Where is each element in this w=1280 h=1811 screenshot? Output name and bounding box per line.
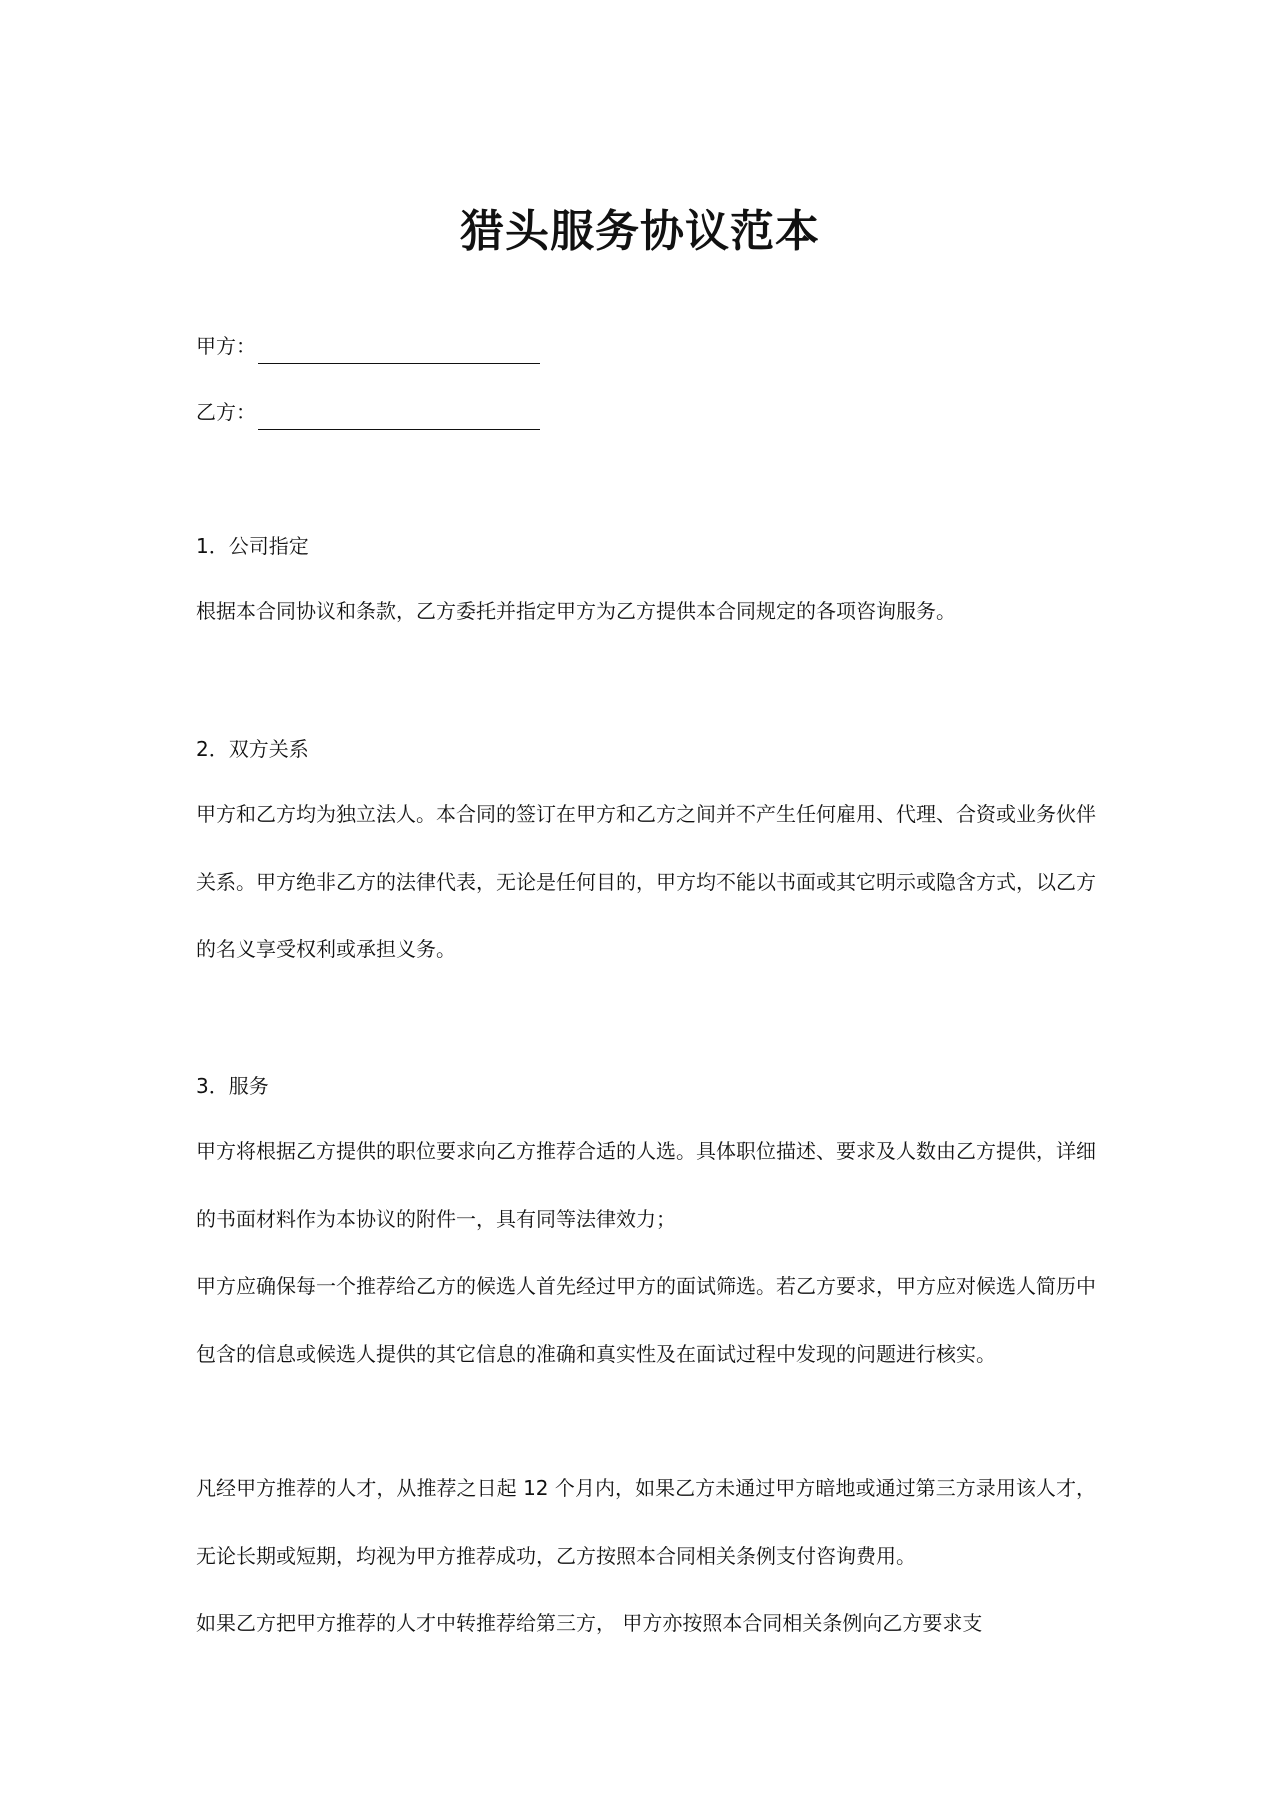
party-b-label: 乙方： <box>196 400 256 424</box>
section-3-paragraph-2: 甲方应确保每一个推荐给乙方的候选人首先经过甲方的面试筛选。若乙方要求，甲方应对候选人简历中包含的信息或候选人提供的其它信息的准确和真实性及在面试过程中发现的问题进行核实。 <box>196 1274 1096 1366</box>
section-3-heading: 3．服务 <box>196 1074 269 1098</box>
party-a-label: 甲方： <box>196 334 256 358</box>
party-b-line <box>196 394 540 430</box>
party-a-line <box>196 328 540 364</box>
section-3-paragraph-4: 如果乙方把甲方推荐的人才中转推荐给第三方， 甲方亦按照本合同相关条例向乙方要求支 <box>196 1611 983 1635</box>
section-3-paragraph-3: 凡经甲方推荐的人才，从推荐之日起 12 个月内，如果乙方未通过甲方暗地或通过第三方录用该人才，无论长期或短期，均视为甲方推荐成功，乙方按照本合同相关条例支付咨询费用。 <box>196 1476 1096 1568</box>
party-a-blank <box>258 335 540 364</box>
document-title: 猎头服务协议范本 <box>460 206 820 257</box>
section-1-heading: 1．公司指定 <box>196 534 309 558</box>
party-b-blank <box>258 401 540 430</box>
section-1-paragraph-1: 根据本合同协议和条款，乙方委托并指定甲方为乙方提供本合同规定的各项咨询服务。 <box>196 599 956 623</box>
section-2-paragraph-1: 甲方和乙方均为独立法人。本合同的签订在甲方和乙方之间并不产生任何雇用、代理、合资或业务伙伴关系。甲方绝非乙方的法律代表，无论是任何目的，甲方均不能以书面或其它明示或隐含方式，以乙方的名义享受权利或承担义务。 <box>196 802 1096 961</box>
section-3-paragraph-1: 甲方将根据乙方提供的职位要求向乙方推荐合适的人选。具体职位描述、要求及人数由乙方提供，详细的书面材料作为本协议的附件一，具有同等法律效力； <box>196 1139 1096 1231</box>
section-2-heading: 2．双方关系 <box>196 737 309 761</box>
